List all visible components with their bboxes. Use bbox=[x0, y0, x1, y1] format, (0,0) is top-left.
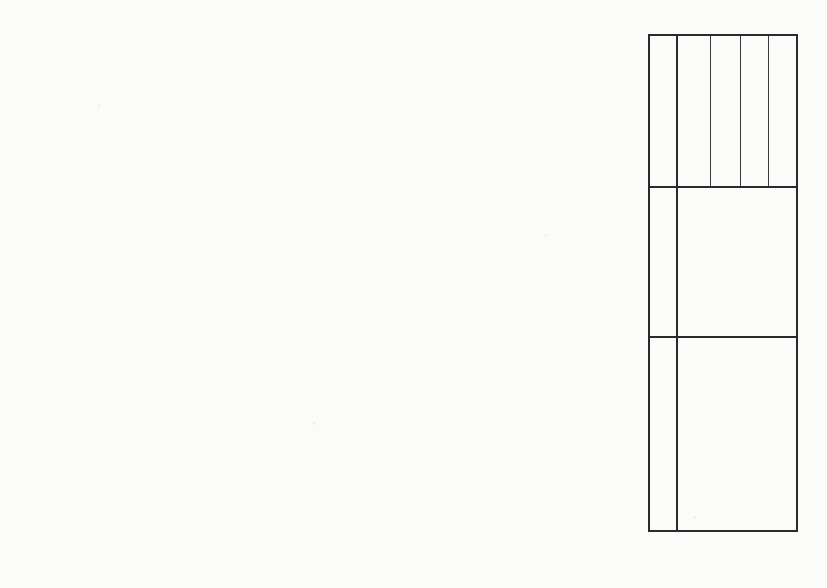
text-column bbox=[346, 74, 358, 534]
text-column bbox=[258, 74, 270, 544]
subject-hours-table bbox=[648, 34, 798, 532]
text-column bbox=[514, 74, 526, 544]
text-column bbox=[402, 74, 414, 544]
text-column bbox=[226, 74, 238, 534]
text-column bbox=[374, 74, 386, 544]
text-column bbox=[430, 74, 442, 544]
text-column bbox=[318, 74, 330, 544]
table-rule bbox=[768, 36, 769, 186]
table-rule bbox=[650, 336, 796, 338]
table-rule bbox=[676, 36, 678, 530]
table-rule bbox=[710, 36, 711, 186]
text-column bbox=[578, 74, 590, 474]
text-column bbox=[606, 74, 618, 434]
text-column bbox=[78, 74, 90, 554]
table-rule bbox=[740, 36, 741, 186]
text-column bbox=[108, 74, 120, 544]
text-column bbox=[138, 74, 150, 514]
table-rule bbox=[650, 186, 796, 188]
text-column bbox=[458, 74, 470, 544]
text-column bbox=[166, 74, 178, 494]
text-column bbox=[486, 74, 498, 544]
text-column bbox=[290, 74, 302, 534]
text-column bbox=[544, 74, 556, 174]
text-column bbox=[196, 74, 208, 544]
